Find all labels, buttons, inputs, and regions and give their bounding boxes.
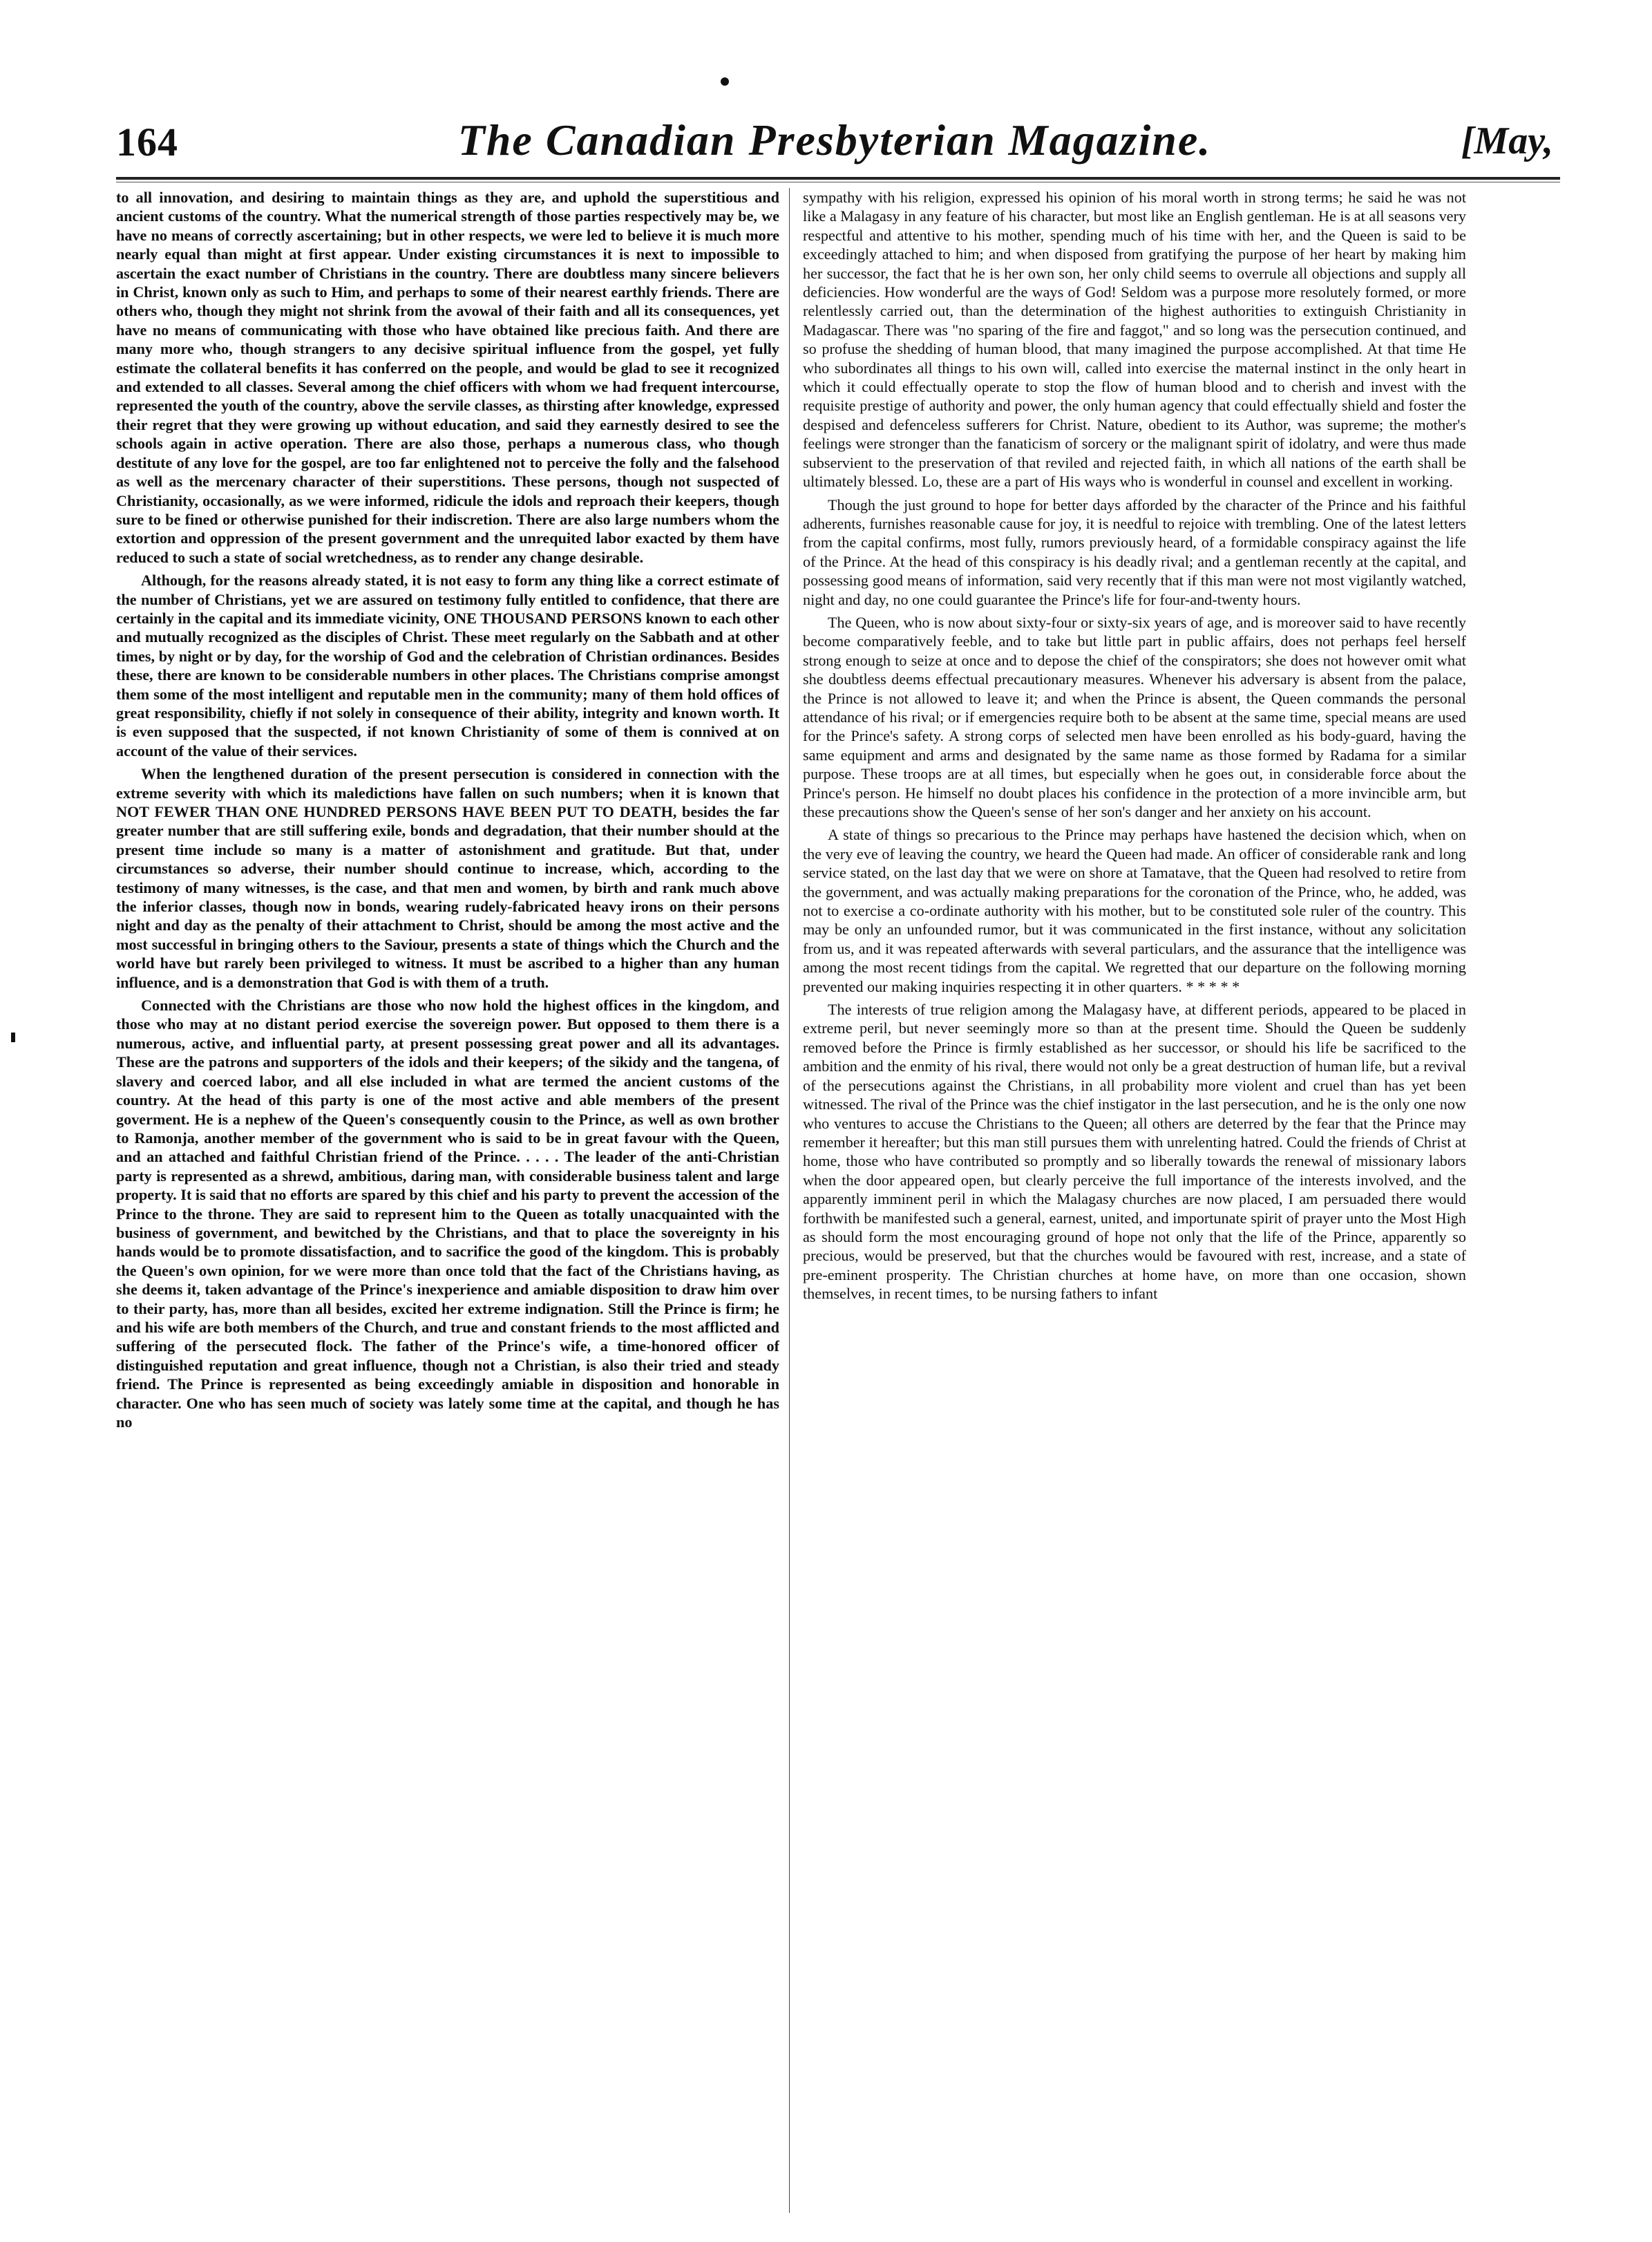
- left-paragraph-4: Connected with the Christians are those who now hold the highest offices in the kingdom, and those who may at no distant period exercise the sovereign power. But opposed to them there is a numerous, active, and influential party, at present possessing great power and all its advantages. These are the patrons and supporters of the idols and their keepers; of the sikidy and the tangena, of slavery and coerced labor, and all else included in what are termed the ancient customs of the country. At the head of this party is one of the most active and able members of the present goverment. He is a nephew of the Queen's consequently cousin to the Prince, as well as own brother to Ramonja, another member of the government who is said to be in great favour with the Queen, and an attached and faithful Christian friend of the Prince. . . . . The leader of the anti-Christian party is represented as a shrewd, ambitious, daring man, with considerable business talent and large property. It is said that no efforts are spared by this chief and his party to prevent the accession of the Prince to the throne. They are said to represent him to the Queen as totally unacquainted with the business of government, and bewitched by the Christians, and that to place the sovereignty in his hands would be to promote dissatisfaction, and to sacrifice the good of the kingdom. This is probably the Queen's own opinion, for we were more than once told that the fact of the Christians having, as she deems it, taken advantage of the Prince's inexperience and amiable disposition to draw him over to their party, has, more than all besides, excited her extreme indignation. Still the Prince is firm; he and his wife are both members of the Church, and true and constant friends to the most afflicted and suffering of the persecuted flock. The father of the Prince's wife, a time-honored officer of distinguished reputation and great influence, though not a Christian, is also their tried and steady friend. The Prince is represented as being exceedingly amiable in disposition and honorable in character. One who has seen much of society was lately some time at the capital, and though he has no: [116, 997, 779, 1431]
- page-number: 164: [116, 120, 178, 164]
- left-paragraph-1: to all innovation, and desiring to maintain things as they are, and uphold the superstitious and ancient customs of the country. What the numerical strength of those parties respectively may be, we have no means of correctly ascertaining; but in other respects, we were led to believe it is much more nearly equal than might at first appear. Under existing circumstances it is next to impossible to ascertain the exact number of Christians in the country. There are doubtless many sincere believers in Christ, known only as such to Him, and perhaps to some of their nearest earthly friends. There are others who, though they might not shrink from the avowal of their faith and all its consequences, yet have no means of communicating with those who have obtained like precious faith. And there are many more who, though strangers to any decisive spiritual influence from the gospel, yet fully estimate the collateral benefits it has conferred on the people, and would be glad to see it recognized and extended to all classes. Several among the chief officers with whom we had frequent intercourse, represented the youth of the country, above the servile classes, as thirsting after knowledge, expressed their regret that they were growing up without education, and said they earnestly desired to see the schools again in active operation. There are also those, perhaps a numerous class, who though destitute of any love for the gospel, are too far enlightened not to perceive the folly and the falsehood as well as the mercenary character of their superstitions. These persons, though not suspected of Christianity, occasionally, as we were informed, ridicule the idols and reproach their keepers, though sure to be fined or otherwise punished for their indiscretion. There are also large numbers whom the extortion and oppression of the present government and the unrequited labor exacted by them have reduced to such a state of social wretchedness, as to render any change desirable.: [116, 189, 779, 566]
- right-column: [803, 188, 1466, 2213]
- left-paragraph-3: When the lengthened duration of the present persecution is considered in connection with the extreme severity with which its maledictions have fallen on such numbers; when it is known that NOT FEWER THAN ONE HUNDRED PERSONS HAVE BEEN PUT TO DEATH, besides the far greater number that are still suffering exile, bonds and degradation, that their number should at the present time include so many is a matter of astonishment and gratitude. But that, under circumstances so adverse, their number should continue to increase, which, according to the testimony of many witnesses, is the case, and that men and women, by birth and rank much above the inferior classes, though now in bonds, wearing rudely-fabricated heavy irons on their persons night and day as the penalty of their attachment to Christ, should be among the most active and the most successful in bringing others to the Saviour, presents a state of things which the Church and the world have but rarely been privileged to witness. It must be ascribed to a higher than any human influence, and is a demonstration that God is with them of a truth.: [116, 765, 779, 991]
- printer-dot: [721, 77, 729, 86]
- header-rule: [116, 177, 1560, 182]
- column-divider: [789, 188, 790, 2213]
- right-paragraph-2: Though the just ground to hope for better days afforded by the character of the Prince and his faithful adherents, furnishes reasonable cause for joy, it is needful to rejoice with trembling. One of the latest letters from the capital confirms, most fully, rumors previously heard, of a formidable conspiracy against the life of the Prince. At the head of this conspiracy is his deadly rival; and a gentleman recently at the capital, and possessing good means of information, said very recently that if this man were not most vigilantly watched, night and day, no one could guarantee the Prince's life for four-and-twenty hours.: [803, 496, 1466, 608]
- right-paragraph-5: The interests of true religion among the Malagasy have, at different periods, appeared to be placed in extreme peril, but never seemingly more so than at the present time. Should the Queen be suddenly removed before the Prince is firmly established as her successor, or should his life be sacrificed to the ambition and the enmity of his rival, there would not only be a great destruction of human life, but a revival of the persecutions against the Christians, in all probability more violent and cruel than has yet been witnessed. The rival of the Prince was the chief instigator in the last persecution, and he is the only one now who ventures to accuse the Christians to the Queen; all others are deterred by the fear that the Prince may remember it hereafter; but this man still pursues them with unrelenting hatred. Could the friends of Christ at home, those who have contributed so promptly and so liberally towards the renewal of missionary labors when the door appeared open, but clearly perceive the full importance of the interests involved, and the apparently imminent peril in which the Malagasy churches are now placed, I am persuaded there would forthwith be manifested such a general, earnest, united, and importunate spirit of prayer unto the Most High as should form the most encouraging ground of hope not only that the life of the Prince, apparently so precious, would be preserved, but that the churches would be favoured with rest, increase, and a state of pre-eminent prosperity. The Christian churches at home have, on more than one occasion, shown themselves, in recent times, to be nursing fathers to infant: [803, 1001, 1466, 1303]
- right-paragraph-1: sympathy with his religion, expressed his opinion of his moral worth in strong terms; he said he was not like a Malagasy in any feature of his character, but most like an English gentleman. He is at all seasons very respectful and attentive to his mother, spending much of his time with her, and the Queen is said to be exceedingly attached to him; and when disposed from gratifying the purpose of her heart by making him her successor, the fact that he is her own son, her only child seems to overrule all objections and supply all deficiencies. How wonderful are the ways of God! Seldom was a purpose more resolutely formed, or more relentlessly carried out, than the determination of the highest authorities to extinguish Christianity in Madagascar. There was "no sparing of the fire and faggot," and so long was the persecution continued, and so profuse the shedding of human blood, that many imagined the purpose accomplished. At that time He who subordinates all things to his own will, called into exercise the maternal instinct in the only heart in which it could effectually operate to stop the flow of human blood and to cherish and invest with the requisite prestige of authority and power, the only human agency that could effectually shield and foster the despised and defenceless sufferers for Christ. Nature, obedient to its Author, was supreme; the mother's feelings were stronger than the fanaticism of sorcery or the malignant spirit of idolatry, and were thus made subservient to the preservation of that reviled and rejected faith, in which all nations of the earth shall be ultimately blessed. Lo, these are a part of His ways who is wonderful in counsel and excellent in working.: [803, 189, 1466, 491]
- right-paragraph-4: A state of things so precarious to the Prince may perhaps have hastened the decision which, when on the very eve of leaving the country, we heard the Queen had made. An officer of considerable rank and long service stated, on the last day that we were on shore at Tamatave, that the Queen had resolved to retire from the government, and was actually making preparations for the coronation of the Prince, who, he added, was not to exercise a co-ordinate authority with his mother, but to be constituted sole ruler of the country. This may be only an unfounded rumor, but it was communicated in the first instance, without any solicitation from us, and it was repeated afterwards with several particulars, and the assurance that the intelligence was among the most recent tidings from the capital. We regretted that our departure on the following morning prevented our making inquiries respecting it in other quarters. * * * * *: [803, 826, 1466, 995]
- left-column: [116, 188, 779, 2213]
- left-paragraph-2: Although, for the reasons already stated, it is not easy to form any thing like a correct estimate of the number of Christians, yet we are assured on testimony fully entitled to confidence, that there are certainly in the capital and its immediate vicinity, ONE THOUSAND PERSONS known to each other and mutually recognized as the disciples of Christ. These meet regularly on the Sabbath and at other times, by night or by day, for the worship of God and the celebration of Christian ordinances. Besides these, there are known to be considerable numbers in other places. The Christians comprise amongst them some of the most intelligent and reputable men in the community; many of them hold offices of great responsibility, chiefly if not solely in consequence of their ability, integrity and known worth. It is even supposed that the suspected, if not known Christianity of some of them is connived at on account of the value of their services.: [116, 572, 779, 760]
- running-header: [116, 111, 1553, 187]
- margin-mark: [11, 1033, 15, 1042]
- running-title: The Canadian Presbyterian Magazine.: [457, 115, 1212, 164]
- right-paragraph-3: The Queen, who is now about sixty-four or sixty-six years of age, and is moreover said to have recently become comparatively feeble, and to take but little part in public affairs, does not perhaps feel herself strong enough to seize at once and to depose the chief of the conspirators; she does not however omit what she doubtless deems effectual precautionary measures. Whenever his adversary is absent from the palace, the Prince is not allowed to leave it; and when the Prince is absent, the Queen commands the personal attendance of his rival; or if emergencies require both to be absent at the same time, special means are used for the Prince's safety. A strong corps of selected men have been enrolled as his body-guard, having the same equipment and arms and designated by the same name as those formed by Radama for a similar purpose. These troops are at all times, but especially when he goes out, in considerable force about the Prince's person. He himself no doubt places his confidence in the protection of a more invincible arm, but these precautions show the Queen's sense of her son's danger and her anxiety on his account.: [803, 613, 1466, 820]
- running-date: [May,: [1461, 120, 1553, 162]
